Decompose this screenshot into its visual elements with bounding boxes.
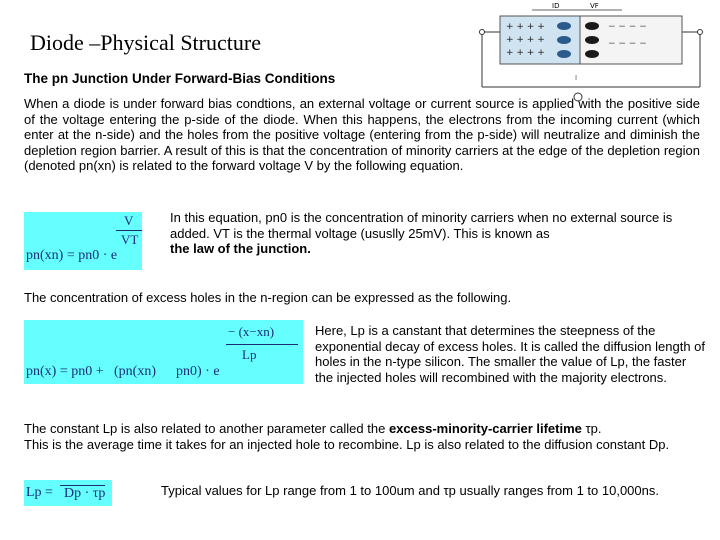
depletion-charge — [557, 50, 571, 58]
eq2-exponent-denominator: Lp — [242, 347, 257, 362]
slide-title: Diode –Physical Structure — [30, 30, 261, 55]
depletion-charge — [557, 36, 571, 44]
lifetime-term: excess-minority-carrier lifetime — [388, 421, 582, 436]
p-charges-row2: + + + + — [506, 35, 545, 45]
eq2-middle: (pn(xn) — [114, 364, 156, 379]
junction-sketch — [472, 2, 708, 102]
eq1-exponent-denominator: VT — [121, 232, 139, 247]
pn-junction-diagram — [472, 2, 708, 102]
eq3-radicand: Dp · τp — [60, 485, 105, 502]
excess-holes-paragraph: The concentration of excess holes in the n-region can be expressed as the following. — [24, 290, 512, 305]
diffusion-constant-equation — [24, 480, 112, 506]
eq1-lhs: pn(xn) = pn0 · e — [26, 248, 118, 263]
junction-law-text: In this equation, pn0 is the concentration of minority carriers when no external source is added. VT is the thermal voltage (ususlly 25mV). This is known as — [170, 210, 673, 241]
eq3-lhs: Lp = — [26, 485, 53, 500]
eq1-exponent-numerator: V — [124, 213, 134, 228]
lifetime-explanation: This is the average time it takes for an injected hole to recombine. Lp is also related to the diffusion constant Dp. — [24, 436, 670, 452]
lifetime-paragraph — [24, 421, 714, 452]
depletion-charge — [585, 22, 599, 30]
tau-symbol: τp. — [585, 421, 602, 436]
eq2-exponent: − (x−xn) — [228, 324, 275, 339]
depletion-charge — [585, 36, 599, 44]
junction-law-bold: the law of the junction. — [170, 241, 311, 256]
excess-holes-equation — [24, 320, 303, 384]
eq1-fraction-bar — [116, 230, 142, 231]
junction-law-explanation — [170, 210, 690, 257]
lifetime-intro: The constant Lp is also related to another parameter called the — [24, 421, 386, 436]
intro-paragraph: When a diode is under forward bias condtions, an external voltage or current source is applied with the positive side of the voltage entering the p-side of the diode. When this happens, the electrons from the incoming current (which enter at the n-side) and the holes from the positive voltage (entering from the p-side) will neutralize and diminish the depletion region barrier. A result of this is that the concentration of minority carriers at the edge of the depletion region (denoted pn(xn) is related to the forward voltage V by the following equation. — [24, 96, 700, 173]
p-charges-row1: + + + + — [506, 22, 545, 32]
typical-values-paragraph: Typical values for Lp range from 1 to 100um and τp usually ranges from 1 to 10,000ns. — [161, 483, 659, 498]
eq2-fraction-bar — [226, 344, 298, 345]
n-charges-row1: − − − − — [608, 22, 647, 32]
vf-label: VF — [590, 2, 599, 10]
eq2-lhs: pn(x) = pn0 + — [26, 364, 104, 379]
id-label: ID — [552, 2, 560, 10]
right-terminal — [698, 30, 703, 35]
junction-law-equation — [24, 212, 142, 270]
left-terminal — [480, 30, 485, 35]
current-label: I — [575, 74, 578, 82]
depletion-charge — [557, 22, 571, 30]
eq2-tail: pn0) · e — [176, 364, 220, 379]
section-heading: The pn Junction Under Forward-Bias Conditions — [24, 71, 336, 86]
diffusion-length-paragraph: Here, Lp is a canstant that determines the steepness of the exponential decay of excess holes. It is called the diffusion length of holes in the n-type silicon. The smaller the value of Lp, the faster the injected holes will recombined with the majority electrons. — [315, 323, 706, 385]
depletion-charge — [585, 50, 599, 58]
p-charges-row3: + + + + — [506, 48, 545, 58]
n-charges-row2: − − − − — [608, 39, 647, 49]
